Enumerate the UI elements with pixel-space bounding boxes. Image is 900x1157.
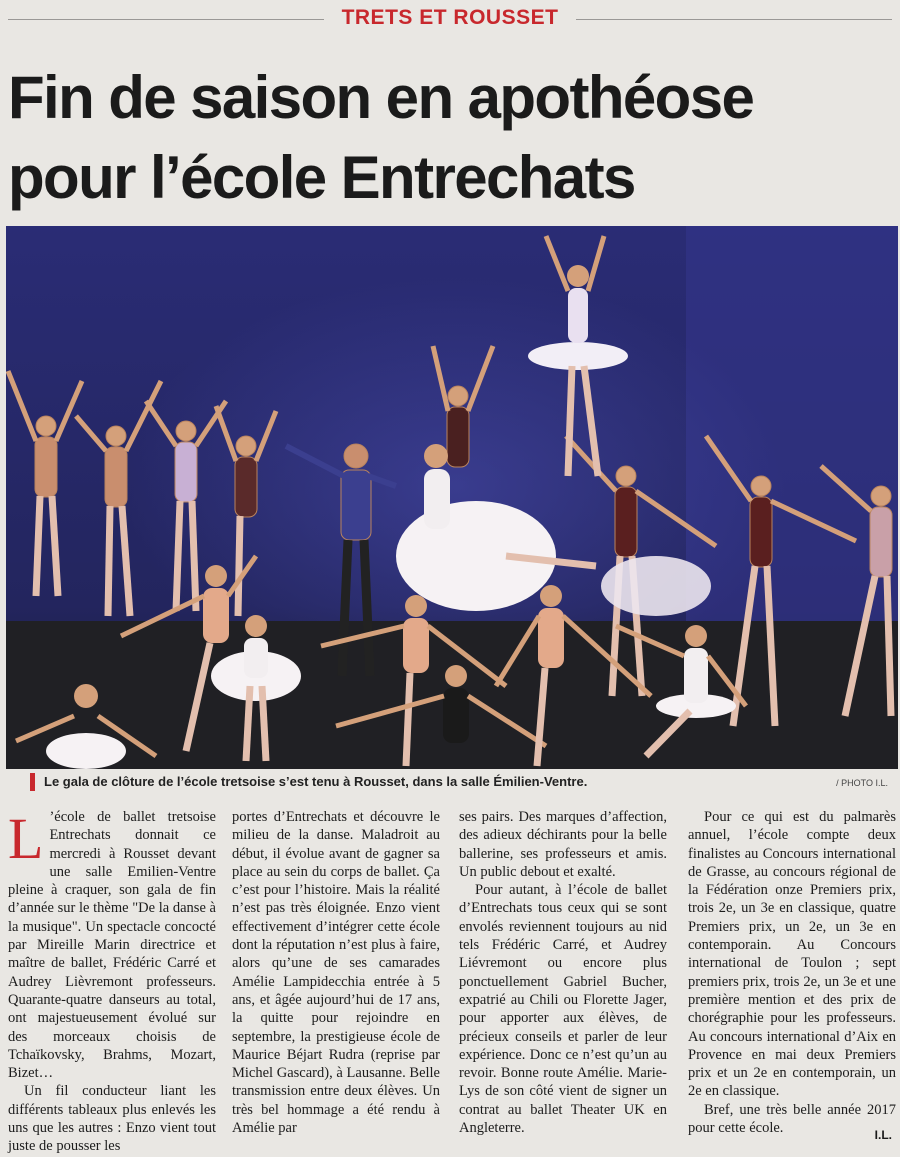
article-column-4 <box>688 808 896 1137</box>
headline <box>8 58 888 218</box>
article-paragraph: Un fil conducteur liant les différents tableaux plus enlevés les uns que les autres : Enzo vient tout juste de pousser les <box>8 1083 216 1155</box>
gala-photo <box>6 226 898 769</box>
headline-line-1: Fin de saison en apothéose <box>8 64 754 131</box>
article-paragraph: ses pairs. Des marques d’affection, des adieux déchirants pour la belle ballerine, ses professeurs et amis. Un public debout et exalté. <box>459 809 667 880</box>
article-paragraph <box>8 808 216 1082</box>
caption-marker <box>30 773 35 791</box>
drop-cap: L <box>8 806 44 871</box>
article-paragraph: Bref, une très belle année 2017 pour cette école. <box>688 1101 896 1137</box>
dancers-illustration <box>6 226 898 769</box>
article-paragraph: portes d’Entrechats et découvre le milieu de la danse. Maladroit au début, il évolue avant de gagner sa place au sein du corps de ballet. Ça c’est pour l’histoire. Mais la réalité n’est pas très éloignée. Enzo vient effectivement d’intégrer cette école dont la réputation n’est plus à faire, alors qu’une de ses camarades Amélie Lampidecchia entrée à 5 ans, et âgée aujourd’hui de 17 ans, la quitte pour rejoindre en septembre, la prestigieuse école de Maurice Béjart Rudra (reprise par Michel Gascard), à Lausanne. Belle transmission entre deux élèves. Un très bel hommage a été rendu à Amélie par <box>232 809 440 1137</box>
article-column-3 <box>459 808 667 1137</box>
article-text: ’école de ballet tretsoise Entrechats donnait ce mercredi à Rousset devant une salle Emilien-Ventre pleine à craquer, son gala de fin d’année sur le thème "De la danse à la musique". Un spectacle concocté par Mireille Marin directrice et maître de ballet, Frédéric Carré et Audrey Lièvremont professeurs. Quarante-quatre danseurs au total, ont majestueusement évolué sur des morceaux choisis de Tchaïkovsky, Brahms, Mozart, Bizet… <box>8 809 216 1082</box>
article-paragraph: Pour autant, à l’école de ballet d’Entrechats tous ceux qui se sont envolés reviennent toujours au nid tels Frédéric Carré, et Audrey Liévremont ou encore plus ponctuellement Gabriel Bucher, expatrié au Chili ou Florette Jager, pour apporter aux élèves, de précieux conseils et parler de leur expérience. Donc ce n’est qu’un au revoir. Bonne route Amélie. Marie-Lys de son côté vient de signer un contrat au ballet Theater UK en Angleterre. <box>459 882 667 1137</box>
article-paragraph: Pour ce qui est du palmarès annuel, l’école compte deux finalistes au Concours international de Grasse, au concours régional de la Fédération onze Premiers prix, trois 2e, un 3e en classique, quatre Premiers prix, un 2e, un 3e en contemporain. Au Concours international de Toulon ; sept premiers prix, trois 2e, un 3e et une première mention et des prix de chorégraphie pour les professeurs. Au concours international d’Aix en Provence en mai deux Premiers prix et un 2e en contemporain, un 2e en classique. <box>688 809 896 1100</box>
author-signature: I.L. <box>874 1128 892 1142</box>
photo-caption: Le gala de clôture de l’école tretsoise s’est tenu à Rousset, dans la salle Émilien-Ventre. <box>44 774 588 789</box>
photo-credit: / PHOTO I.L. <box>836 778 888 788</box>
article-column-1 <box>8 808 216 1156</box>
article-column-2 <box>232 808 440 1137</box>
section-rubric: TRETS ET ROUSSET <box>341 6 559 29</box>
headline-line-2: pour l’école Entrechats <box>8 144 635 211</box>
